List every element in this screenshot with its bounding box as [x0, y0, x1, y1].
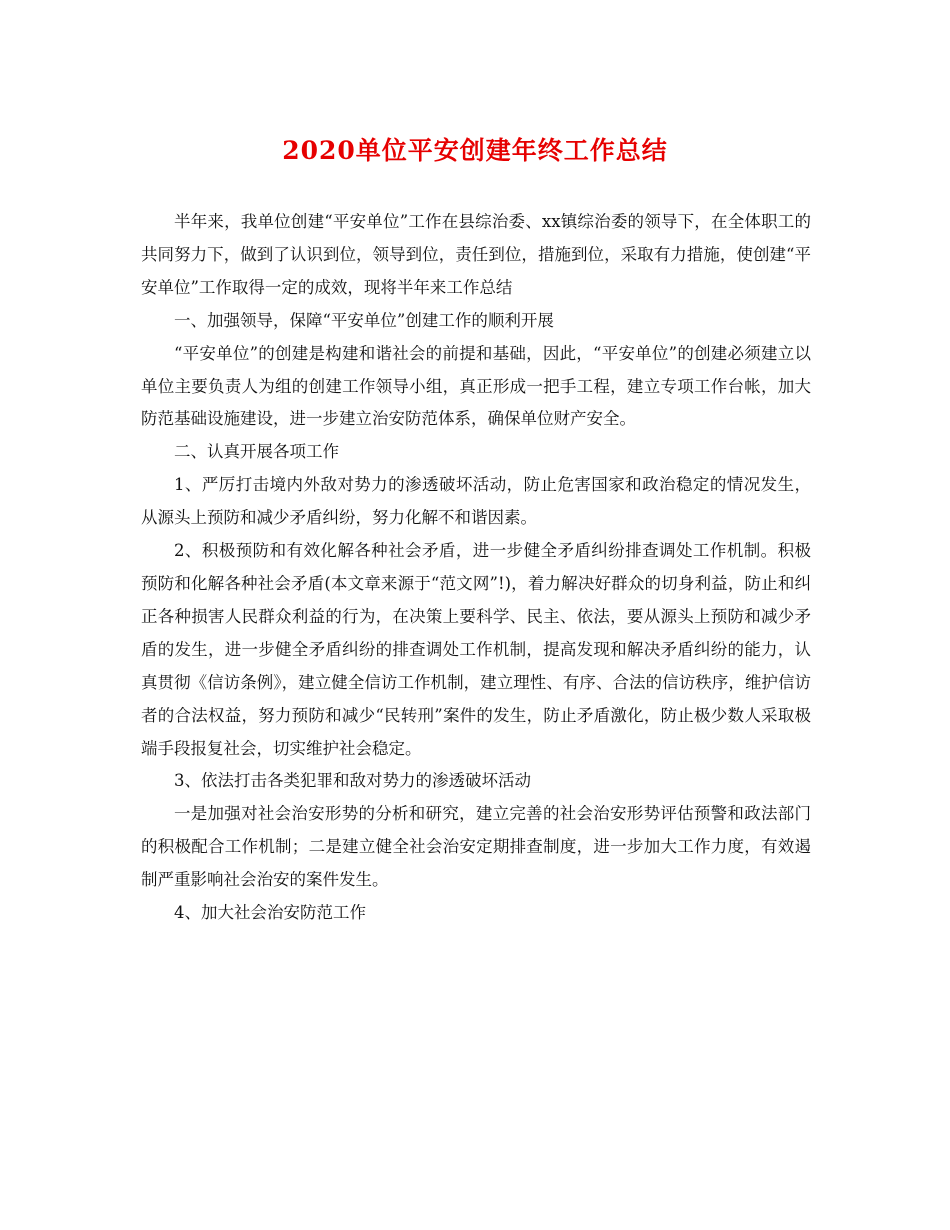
body-paragraph: 一是加强对社会治安形势的分析和研究，建立完善的社会治安形势评估预警和政法部门的积极配合工作机制；二是建立健全社会治安定期排查制度，进一步加大工作力度，有效遏制严重影响社会治安的案件发生。	[141, 804, 811, 890]
list-item-1: 1、严厉打击境内外敌对势力的渗透破坏活动，防止危害国家和政治稳定的情况发生，从源头上预防和减少矛盾纠纷，努力化解不和谐因素。	[141, 475, 811, 528]
list-item-4: 4、加大社会治安防范工作	[174, 903, 366, 923]
document-title: 2020单位平安创建年终工作总结	[282, 136, 668, 165]
section-heading-2: 二、认真开展各项工作	[174, 442, 339, 462]
body-paragraph: “平安单位”的创建是构建和谐社会的前提和基础，因此，“平安单位”的创建必须建立以单位主要负责人为组的创建工作领导小组，真正形成一把手工程，建立专项工作台帐，加大防范基础设施建设，进一步建立治安防范体系，确保单位财产安全。	[141, 343, 811, 429]
list-item-3: 3、依法打击各类犯罪和敌对势力的渗透破坏活动	[174, 771, 531, 791]
intro-paragraph: 半年来，我单位创建“平安单位”工作在县综治委、xx镇综治委的领导下，在全体职工的共同努力下，做到了认识到位，领导到位，责任到位，措施到位，采取有力措施，使创建“平安单位”工作取得一定的成效，现将半年来工作总结	[141, 212, 811, 297]
section-heading-1: 一、加强领导，保障“平安单位”创建工作的顺利开展	[174, 310, 554, 330]
document-body	[141, 206, 811, 930]
list-item-2: 2、积极预防和有效化解各种社会矛盾，进一步健全矛盾纠纷排查调处工作机制。积极预防和化解各种社会矛盾(本文章来源于“范文网”!)，着力解决好群众的切身利益，防止和纠正各种损害人民群众利益的行为，在决策上要科学、民主、依法，要从源头上预防和减少矛盾的发生，进一步健全矛盾纠纷的排查调处工作机制，提高发现和解决矛盾纠纷的能力，认真贯彻《信访条例》，建立健全信访工作机制，建立理性、有序、合法的信访秩序，维护信访者的合法权益，努力预防和减少“民转刑”案件的发生，防止矛盾激化，防止极少数人采取极端手段报复社会，切实维护社会稳定。	[141, 541, 811, 758]
